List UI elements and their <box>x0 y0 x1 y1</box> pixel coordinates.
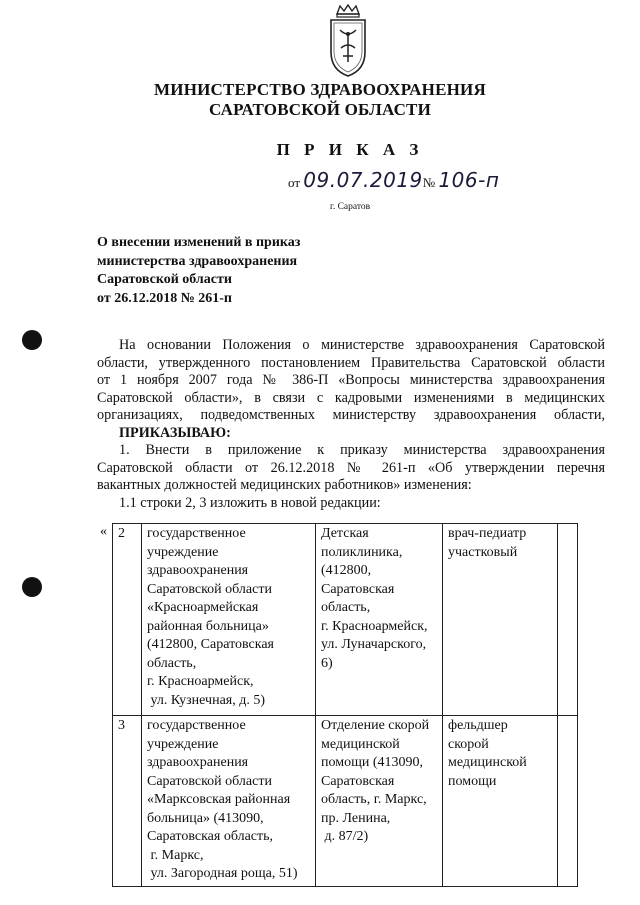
cell-line: фельдшер <box>448 718 508 733</box>
cell-line: Саратовской области <box>147 581 272 597</box>
cell-line: Саратовской области <box>147 773 272 789</box>
subject-line: от 26.12.2018 № 261-п <box>97 290 232 306</box>
institution-cell <box>142 524 316 716</box>
cell-line: область, <box>147 655 197 671</box>
subject-line: О внесении изменений в приказ <box>97 235 301 250</box>
body-line: Саратовской области от 26.12.2018 № 261-п «Об утверждении перечня <box>97 459 605 476</box>
number-sign: № <box>422 175 436 190</box>
table-row <box>113 716 578 887</box>
ministry-heading <box>0 80 640 120</box>
cell-line: врач-педиатр <box>448 526 527 541</box>
cell-line: ул. Кузнечная, д. 5) <box>147 692 266 708</box>
cell-line: (412800, Саратовская <box>147 637 274 652</box>
subject-line: Саратовской области <box>97 272 232 287</box>
order-word: ПРИКАЗЫВАЮ: <box>119 424 231 441</box>
cell-line: Детская <box>321 526 369 541</box>
cell-line: скорой <box>448 736 489 752</box>
cell-line: участковый <box>448 544 518 560</box>
cell-line: «Марксовская районная <box>147 792 291 807</box>
cell-line: область, <box>321 600 371 615</box>
cell-line: «Красноармейская <box>147 600 259 615</box>
subject-line: министерства здравоохранения <box>97 253 298 269</box>
cell-line: учреждение <box>147 736 219 752</box>
cell-line: государственное <box>147 718 246 733</box>
cell-line: г. Красноармейск, <box>321 618 428 634</box>
cell-line: Саратовская <box>321 773 395 789</box>
body-line: Саратовской области», в связи с кадровыми изменениями в медицинских <box>97 389 605 406</box>
cell-line: помощи <box>448 773 497 789</box>
institution-cell <box>142 716 316 887</box>
cell-line: Саратовская <box>321 581 395 597</box>
cell-line: здравоохранения <box>147 755 249 770</box>
cell-line: медицинской <box>321 736 400 752</box>
body-line: от 1 ноября 2007 года № 386-П «Вопросы министерства здравоохранения <box>97 372 605 388</box>
body-line: вакантных должностей медицинских работников» изменения: <box>97 477 472 493</box>
punch-hole-bottom <box>22 577 42 597</box>
cell-line: ул. Луначарского, <box>321 637 427 652</box>
body-line: организациях, подведомственных министерству здравоохранения области, <box>97 407 605 423</box>
cell-line: д. 87/2) <box>321 829 369 844</box>
position-cell <box>443 524 558 716</box>
extra-cell <box>558 716 578 887</box>
cell-line: ул. Загородная роща, 51) <box>147 866 298 881</box>
body-line: 1.1 строки 2, 3 изложить в новой редакции: <box>119 494 381 511</box>
table-row <box>113 524 578 716</box>
cell-line: учреждение <box>147 544 219 560</box>
unit-cell <box>316 716 443 887</box>
unit-cell <box>316 524 443 716</box>
cell-line: медицинской <box>448 755 527 770</box>
cell-line: г. Маркс, <box>147 847 204 863</box>
ministry-line-2: САРАТОВСКОЙ ОБЛАСТИ <box>208 100 432 119</box>
order-body <box>97 337 605 512</box>
cell-line: пр. Ленина, <box>321 810 391 826</box>
order-title: П Р И К А З <box>276 140 424 159</box>
cell-line: Отделение скорой <box>321 718 430 733</box>
saratov-coat-of-arms-icon <box>325 4 371 78</box>
cell-line: (412800, <box>321 563 372 578</box>
cell-line: здравоохранения <box>147 563 249 578</box>
cell-line: Саратовская область, <box>147 829 274 844</box>
vacancies-table <box>112 523 578 887</box>
handwritten-number: 106-п <box>438 168 500 192</box>
cell-line: поликлиника, <box>321 544 403 560</box>
order-subject <box>97 234 300 308</box>
cell-line: районная больница» <box>147 618 269 634</box>
body-line: области, утвержденного постановлением Правительства Саратовской области <box>97 354 605 371</box>
cell-line: область, г. Маркс, <box>321 792 427 807</box>
order-date-line <box>288 168 499 192</box>
body-line: 1. Внести в приложение к приказу министерства здравоохранения <box>119 442 605 458</box>
punch-hole-top <box>22 330 42 350</box>
handwritten-date: 09.07.2019 <box>303 168 423 192</box>
date-prefix: от <box>288 175 301 190</box>
cell-line: г. Красноармейск, <box>147 674 254 689</box>
position-cell <box>443 716 558 887</box>
row-number: 3 <box>113 716 142 887</box>
body-line: На основании Положения о министерстве здравоохранения Саратовской <box>119 337 605 353</box>
cell-line: больница» (413090, <box>147 810 264 826</box>
cell-line: помощи (413090, <box>321 755 424 770</box>
cell-line: государственное <box>147 526 246 541</box>
extra-cell <box>558 524 578 716</box>
cell-line: 6) <box>321 655 333 671</box>
ministry-line-1: МИНИСТЕРСТВО ЗДРАВООХРАНЕНИЯ <box>154 80 486 99</box>
row-number: 2 <box>113 524 142 716</box>
city-label: г. Саратов <box>330 202 371 212</box>
opening-quote: « <box>100 524 107 539</box>
